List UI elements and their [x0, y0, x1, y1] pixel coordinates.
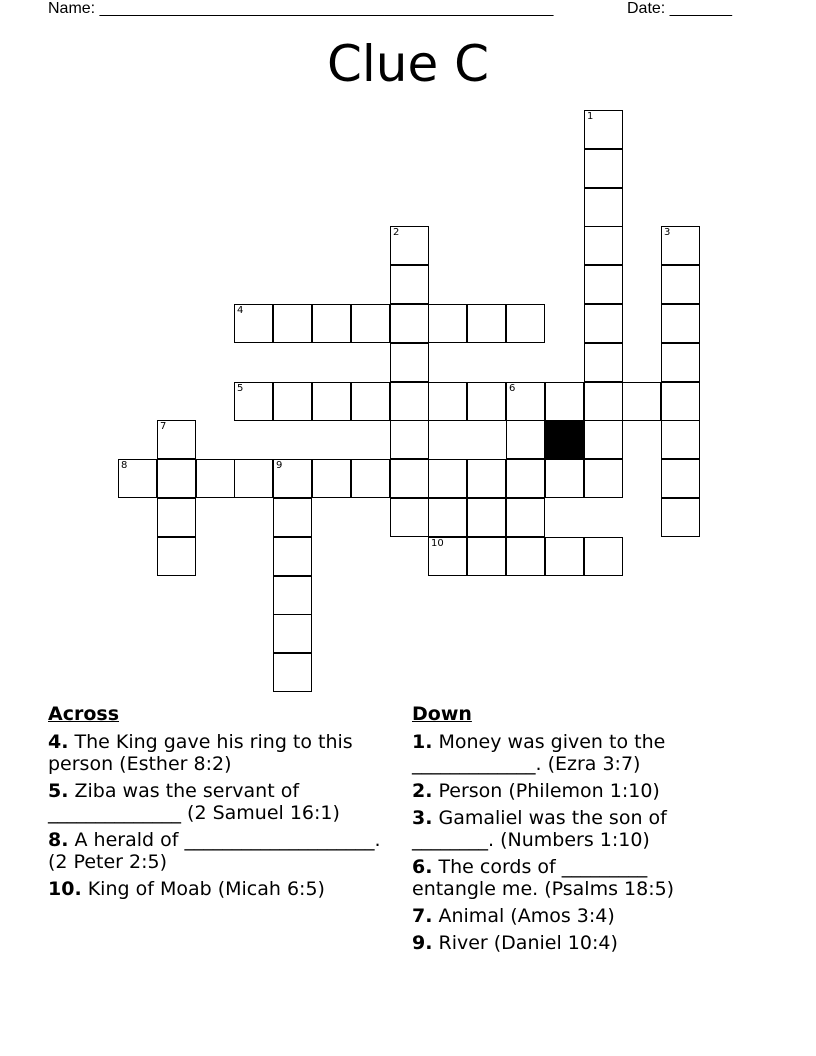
grid-cell[interactable] [312, 304, 351, 343]
grid-cell[interactable] [428, 459, 467, 498]
cell-number: 2 [393, 227, 400, 238]
clue-text: Ziba was the servant of ______________ (2 Samuel 16:1) [48, 780, 340, 824]
down-clue [412, 932, 712, 954]
clue-number: 3. [412, 807, 433, 829]
clue-text: Money was given to the _____________. (Ezra 3:7) [412, 731, 666, 775]
grid-cell[interactable] [467, 459, 506, 498]
clue-text: Person (Philemon 1:10) [432, 780, 660, 802]
clue-number: 10. [48, 878, 82, 900]
across-clue [48, 878, 388, 900]
grid-cell[interactable] [467, 304, 506, 343]
date-field[interactable]: Date: _______ [627, 0, 732, 17]
grid-cell[interactable] [273, 459, 312, 498]
cell-number: 10 [431, 538, 444, 549]
clue-number: 2. [412, 780, 433, 802]
grid-cell[interactable] [661, 343, 700, 382]
clue-number: 8. [48, 829, 69, 851]
grid-cell[interactable] [390, 420, 429, 459]
grid-cell[interactable] [273, 537, 312, 576]
clue-text: River (Daniel 10:4) [432, 932, 618, 954]
clue-number: 4. [48, 731, 69, 753]
grid-cell[interactable] [545, 382, 584, 421]
grid-cell[interactable] [428, 498, 467, 537]
grid-cell[interactable] [273, 304, 312, 343]
grid-cell[interactable] [506, 304, 545, 343]
page-title: Clue C [326, 35, 490, 93]
grid-cell[interactable] [390, 382, 429, 421]
clue-number: 5. [48, 780, 69, 802]
grid-cell[interactable] [584, 188, 623, 227]
clue-text: King of Moab (Micah 6:5) [81, 878, 325, 900]
cell-number: 9 [276, 460, 283, 471]
grid-cell[interactable] [661, 226, 700, 265]
grid-cell[interactable] [506, 459, 545, 498]
grid-cell[interactable] [661, 265, 700, 304]
clue-text: The King gave his ring to this person (Esther 8:2) [48, 731, 353, 775]
grid-cell[interactable] [584, 382, 623, 421]
cell-number: 8 [121, 460, 128, 471]
grid-cell[interactable] [584, 265, 623, 304]
grid-cell[interactable] [312, 459, 351, 498]
across-clue [48, 829, 388, 873]
across-clues [48, 703, 388, 905]
grid-cell[interactable] [273, 382, 312, 421]
grid-cell[interactable] [545, 537, 584, 576]
grid-cell[interactable] [234, 382, 273, 421]
grid-cell[interactable] [584, 226, 623, 265]
grid-cell[interactable] [390, 304, 429, 343]
grid-cell[interactable] [661, 304, 700, 343]
clue-number: 6. [412, 856, 433, 878]
grid-cell[interactable] [351, 459, 390, 498]
black-cell [545, 420, 584, 459]
cell-number: 1 [587, 111, 594, 122]
grid-cell[interactable] [428, 382, 467, 421]
grid-cell[interactable] [390, 226, 429, 265]
grid-cell[interactable] [234, 304, 273, 343]
grid-cell[interactable] [584, 149, 623, 188]
grid-cell[interactable] [351, 382, 390, 421]
name-field[interactable]: Name: ___________________________________________________ [48, 0, 554, 17]
grid-cell[interactable] [273, 614, 312, 653]
grid-cell[interactable] [467, 537, 506, 576]
grid-cell[interactable] [273, 576, 312, 615]
grid-cell[interactable] [273, 653, 312, 692]
grid-cell[interactable] [584, 537, 623, 576]
grid-cell[interactable] [390, 265, 429, 304]
grid-cell[interactable] [428, 304, 467, 343]
grid-cell[interactable] [351, 304, 390, 343]
grid-cell[interactable] [661, 420, 700, 459]
grid-cell[interactable] [506, 382, 545, 421]
grid-cell[interactable] [390, 343, 429, 382]
down-clue [412, 780, 712, 802]
grid-cell[interactable] [390, 498, 429, 537]
grid-cell[interactable] [196, 459, 235, 498]
down-clue [412, 905, 712, 927]
down-clue [412, 856, 712, 900]
grid-cell[interactable] [506, 498, 545, 537]
grid-cell[interactable] [545, 459, 584, 498]
clue-number: 1. [412, 731, 433, 753]
across-clue [48, 780, 388, 824]
grid-cell[interactable] [584, 420, 623, 459]
grid-cell[interactable] [622, 382, 661, 421]
down-clue [412, 731, 712, 775]
grid-cell[interactable] [157, 459, 196, 498]
cell-number: 3 [664, 227, 671, 238]
grid-cell[interactable] [584, 459, 623, 498]
grid-cell[interactable] [506, 537, 545, 576]
grid-cell[interactable] [312, 382, 351, 421]
across-heading: Across [48, 703, 120, 725]
grid-cell[interactable] [584, 304, 623, 343]
clue-number: 9. [412, 932, 433, 954]
grid-cell[interactable] [661, 459, 700, 498]
grid-cell[interactable] [390, 459, 429, 498]
grid-cell[interactable] [157, 498, 196, 537]
grid-cell[interactable] [661, 498, 700, 537]
cell-number: 7 [160, 421, 167, 432]
grid-cell[interactable] [506, 420, 545, 459]
grid-cell[interactable] [467, 498, 506, 537]
clue-text: The cords of _________ entangle me. (Psalms 18:5) [412, 856, 675, 900]
cell-number: 5 [237, 383, 244, 394]
grid-cell[interactable] [157, 537, 196, 576]
grid-cell[interactable] [234, 459, 273, 498]
grid-cell[interactable] [428, 537, 467, 576]
grid-cell[interactable] [157, 420, 196, 459]
grid-cell[interactable] [584, 343, 623, 382]
clue-number: 7. [412, 905, 433, 927]
grid-cell[interactable] [661, 382, 700, 421]
grid-cell[interactable] [273, 498, 312, 537]
clue-text: Animal (Amos 3:4) [432, 905, 615, 927]
clue-text: Gamaliel was the son of ________. (Numbers 1:10) [412, 807, 667, 851]
cell-number: 4 [237, 305, 244, 316]
down-heading: Down [412, 703, 472, 725]
cell-number: 6 [509, 383, 516, 394]
grid-cell[interactable] [118, 459, 157, 498]
down-clues [412, 703, 712, 959]
grid-cell[interactable] [584, 110, 623, 149]
across-clue [48, 731, 388, 775]
clue-text: A herald of ____________________. (2 Peter 2:5) [48, 829, 381, 873]
grid-cell[interactable] [467, 382, 506, 421]
down-clue [412, 807, 712, 851]
